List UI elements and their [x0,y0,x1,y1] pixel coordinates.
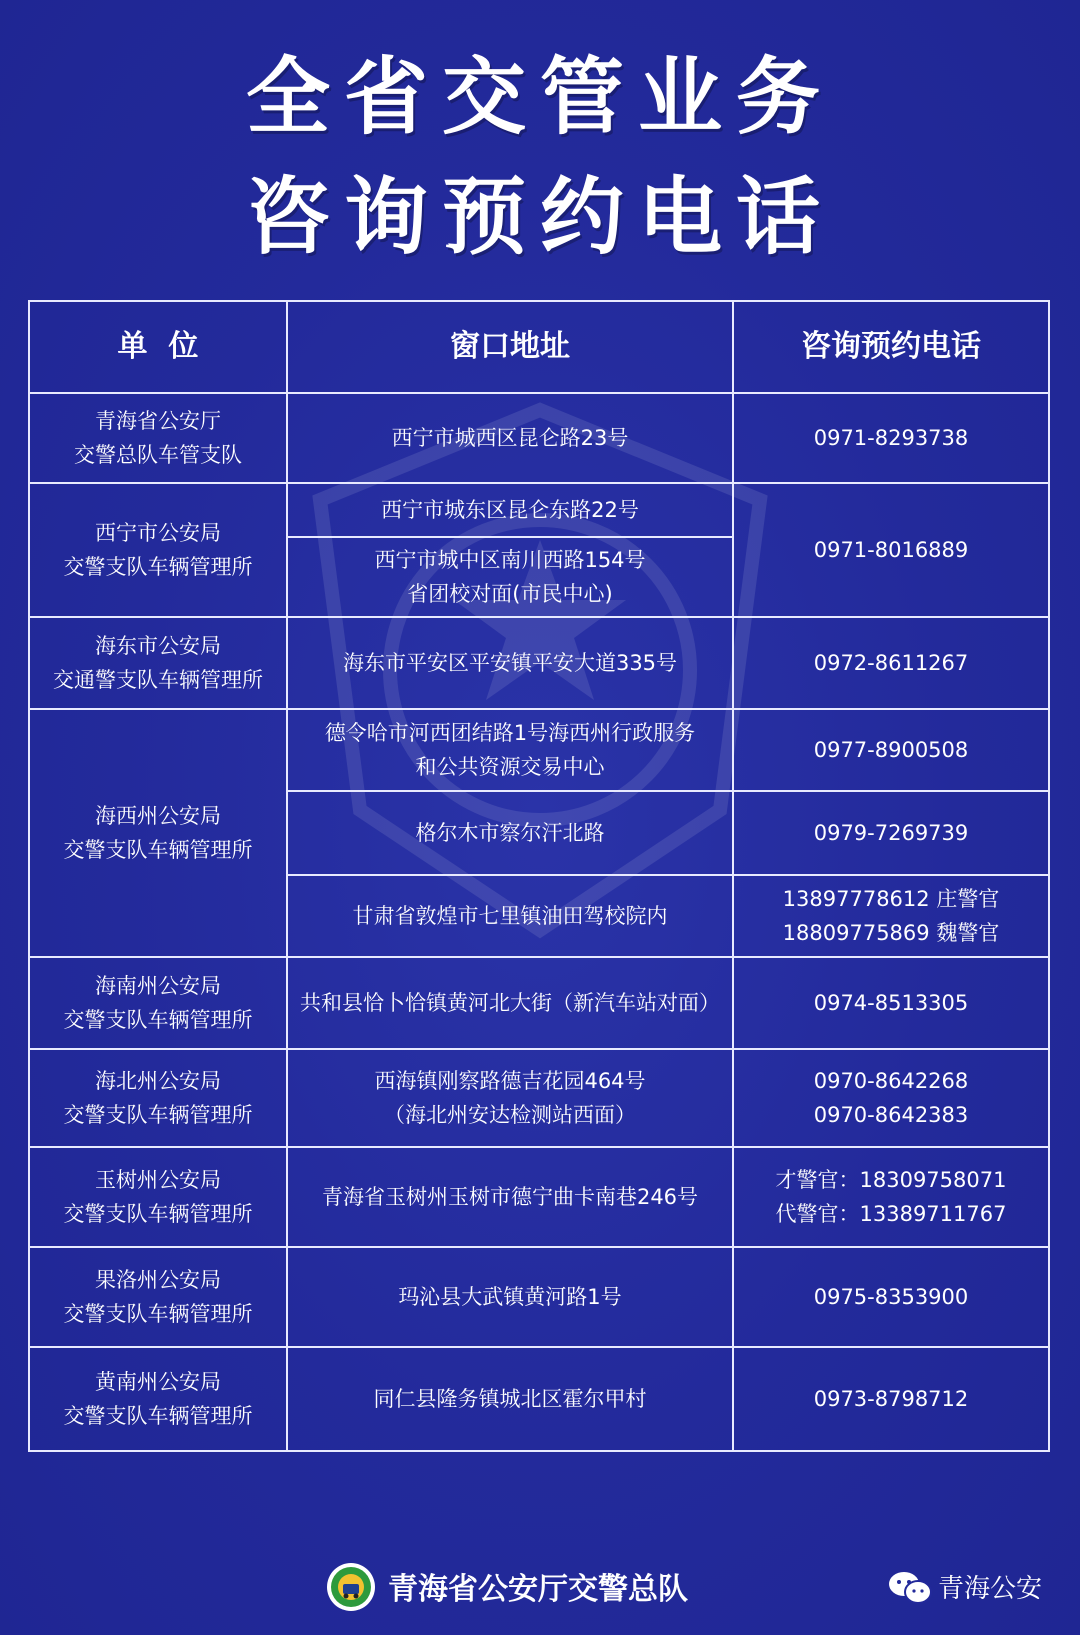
traffic-police-logo-icon [326,1562,376,1612]
address-cell [287,791,733,875]
address-cell [287,1347,733,1451]
unit-cell [29,1247,287,1347]
address-text: 和公共资源交易中心 [415,755,605,779]
unit-text: 海南州公安局 [95,974,221,998]
unit-cell [29,1347,287,1451]
unit-cell [29,1147,287,1247]
unit-text: 交警支队车辆管理所 [63,1008,253,1032]
table-row [29,483,1049,537]
phone-number[interactable]: 0974-8513305 [813,991,969,1015]
table-row [29,1347,1049,1451]
address-text: 玛沁县大武镇黄河路1号 [398,1285,622,1309]
address-text: 海东市平安区平安镇平安大道335号 [342,651,678,675]
unit-text: 交警支队车辆管理所 [63,1202,253,1226]
unit-text: 青海省公安厅 [95,409,221,433]
unit-text: 西宁市公安局 [95,521,221,545]
address-cell [287,957,733,1049]
table-row [29,709,1049,791]
unit-text: 黄南州公安局 [95,1370,221,1394]
unit-text: 交警支队车辆管理所 [63,1103,253,1127]
wechat-icon [888,1570,932,1606]
phone-number[interactable]: 0971-8016889 [813,538,969,562]
address-text: 德令哈市河西团结路1号海西州行政服务 [324,721,696,745]
unit-text: 交警支队车辆管理所 [63,1404,253,1428]
address-text: 省团校对面(市民中心) [407,582,613,606]
unit-text: 交警支队车辆管理所 [63,555,253,579]
unit-cell [29,393,287,483]
table-row [29,957,1049,1049]
header-address: 窗口地址 [287,301,733,393]
page-title-line-2: 咨询预约电话 [245,167,834,266]
address-text: 西宁市城东区昆仑东路22号 [381,498,639,522]
address-cell [287,617,733,709]
address-text: （海北州安达检测站西面） [384,1103,636,1127]
unit-text: 海西州公安局 [95,804,221,828]
phone-cell [733,483,1049,617]
phone-number[interactable]: 才警官：18309758071 [775,1168,1007,1192]
wechat-account-name[interactable]: 青海公安 [938,1574,1043,1604]
phone-number[interactable]: 代警官：13389711767 [775,1202,1007,1226]
address-cell [287,1247,733,1347]
table-row [29,1049,1049,1147]
phone-number[interactable]: 0972-8611267 [813,651,969,675]
table-row [29,393,1049,483]
phone-cell [733,709,1049,791]
address-text: 西宁市城西区昆仑路23号 [391,426,629,450]
phone-cell [733,1049,1049,1147]
address-cell [287,483,733,537]
address-text: 青海省玉树州玉树市德宁曲卡南巷246号 [321,1185,699,1209]
unit-cell [29,617,287,709]
header-unit: 单 位 [29,301,287,393]
contact-table [28,300,1050,1452]
phone-number[interactable]: 0975-8353900 [813,1285,969,1309]
address-cell [287,393,733,483]
phone-cell [733,617,1049,709]
phone-cell [733,393,1049,483]
phone-cell [733,791,1049,875]
address-text: 格尔木市察尔汗北路 [415,821,605,845]
address-text: 同仁县隆务镇城北区霍尔甲村 [373,1387,647,1411]
unit-cell [29,709,287,957]
table-row [29,1147,1049,1247]
address-text: 西海镇刚察路德吉花园464号 [374,1069,646,1093]
address-text: 甘肃省敦煌市七里镇油田驾校院内 [352,904,668,928]
unit-cell [29,483,287,617]
unit-text: 果洛州公安局 [95,1268,221,1292]
phone-cell [733,1147,1049,1247]
phone-number[interactable]: 0971-8293738 [813,426,969,450]
phone-number[interactable]: 0977-8900508 [813,738,969,762]
unit-text: 交警支队车辆管理所 [63,1302,253,1326]
address-cell [287,1049,733,1147]
phone-number[interactable]: 18809775869 魏警官 [782,921,1000,945]
phone-number[interactable]: 0970-8642383 [813,1103,969,1127]
phone-cell [733,1347,1049,1451]
phone-number[interactable]: 0970-8642268 [813,1069,969,1093]
unit-cell [29,957,287,1049]
table-row [29,617,1049,709]
phone-cell [733,957,1049,1049]
header-phone: 咨询预约电话 [733,301,1049,393]
phone-number[interactable]: 13897778612 庄警官 [782,887,1000,911]
phone-number[interactable]: 0979-7269739 [813,821,969,845]
address-cell [287,709,733,791]
phone-cell [733,1247,1049,1347]
phone-cell [733,875,1049,957]
unit-text: 交警支队车辆管理所 [63,838,253,862]
unit-text: 玉树州公安局 [95,1168,221,1192]
table-header-row [29,301,1049,393]
page-title-line-1: 全省交管业务 [245,47,834,146]
address-cell [287,875,733,957]
unit-text: 交通警支队车辆管理所 [53,668,263,692]
phone-number[interactable]: 0973-8798712 [813,1387,969,1411]
unit-text: 海北州公安局 [95,1069,221,1093]
address-cell [287,537,733,617]
unit-text: 海东市公安局 [95,634,221,658]
unit-cell [29,1049,287,1147]
table-row [29,1247,1049,1347]
address-cell [287,1147,733,1247]
address-text: 西宁市城中区南川西路154号 [374,548,646,572]
unit-text: 交警总队车管支队 [74,443,242,467]
footer-org-name: 青海省公安厅交警总队 [388,1572,688,1607]
address-text: 共和县恰卜恰镇黄河北大街（新汽车站对面） [300,991,720,1015]
